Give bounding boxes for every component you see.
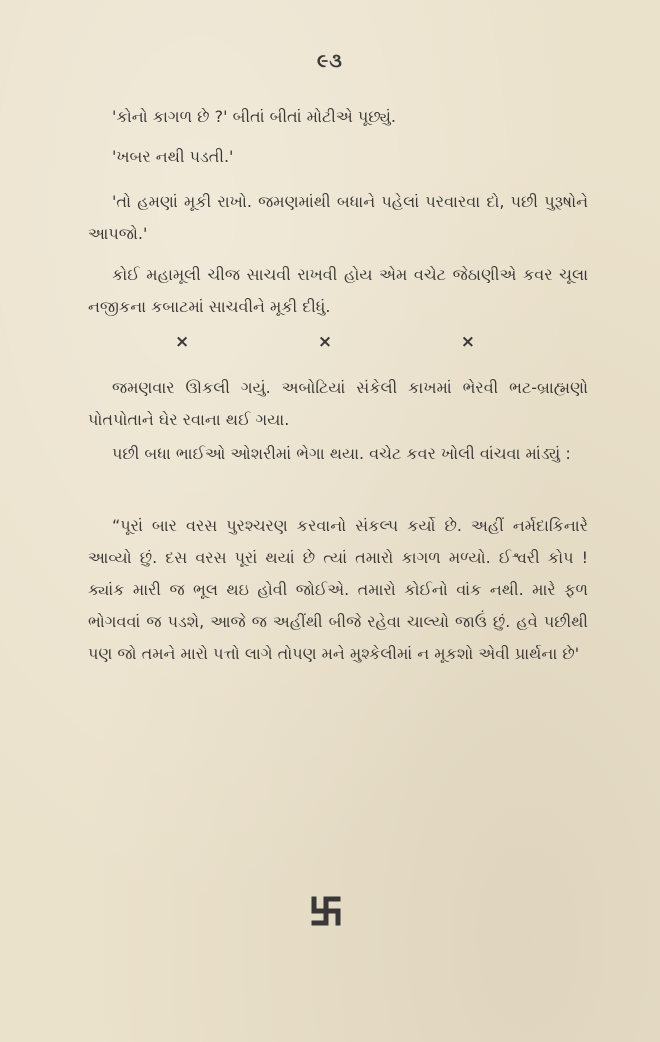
section-separator: [175, 332, 475, 352]
paragraph-keeping-cover: કોઈ મહામૂલી ચીજ સાચવી રાખવી હોય એમ વચેટ જેઠાણીએ કવર ચૂલા નજીકના કબાટમાં સાચવીને મૂકી દીધું.: [88, 265, 588, 316]
separator-mark: ×: [175, 332, 190, 352]
paragraph-question: 'કોનો કાગળ છે ?' બીતાં બીતાં મોટીએ પૂછ્યું.: [112, 107, 396, 126]
separator-mark: ×: [460, 332, 475, 352]
separator-mark: ×: [317, 332, 333, 352]
paragraph-instruction: 'તો હમણાં મૂકી રાખો. જમણમાંથી બધાને પહેલાં પરવારવા દો, પછી પુરૂષોને આપજો.': [88, 192, 588, 243]
paragraph-reply: 'ખબર નથી પડતી.': [112, 147, 234, 166]
paragraph-feast-over: જમણવાર ઊકલી ગયું. અબોટિયાં સંકેલી કાખમાં ભેરવી ભટ-બ્રાહ્મણો પોતપોતાને ઘેર રવાના થઈ ગયા.: [88, 378, 588, 429]
paragraph-reading-letter: પછી બધા ભાઈઓ ઓશરીમાં ભેગા થયા. વચેટ કવર ખોલી વાંચવા માંડ્યું :: [112, 444, 571, 463]
swastika-icon: [311, 896, 341, 926]
page-number: ૯૩: [317, 50, 343, 72]
paragraph-letter-text: “પૂરાં બાર વરસ પુરશ્ચરણ કરવાનો સંકલ્પ કર્યો છે. અહીં નર્મદાકિનારે આવ્યો છું. દસ વરસ પૂરાં થયાં છે ત્યાં તમારો કાગળ મળ્યો. ઈશ્વરી કોપ ! ક્યાંક મારી જ ભૂલ થઇ હોવી જોઈએ. તમારો કોઈનો વાંક નથી. મારે ફળ ભોગવવાં જ પડશે, આજે જ અહીંથી બીજે રહેવા ચાલ્યો જાઉં છું. હવે પછીથી પણ જો તમને મારો પત્તો લાગે તોપણ મને મુશ્કેલીમાં ન મૂકશો એવી પ્રાર્થના છે': [88, 516, 588, 663]
